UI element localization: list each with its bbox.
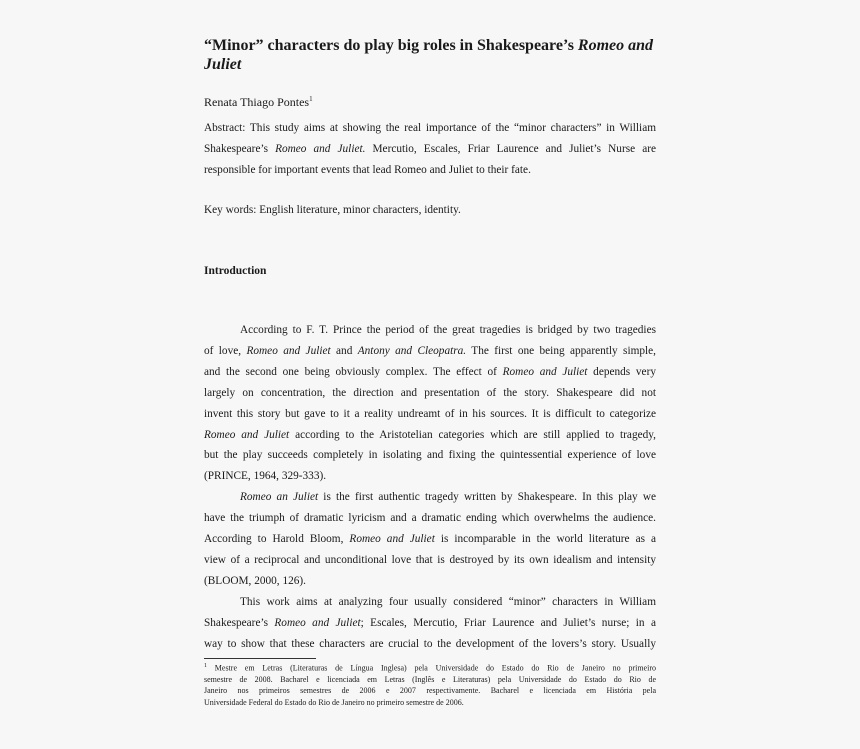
body-text bbox=[204, 320, 656, 655]
body-line bbox=[204, 571, 656, 592]
body-line bbox=[204, 445, 656, 466]
text-run: Romeo and Juliet bbox=[246, 344, 331, 357]
footnote-line bbox=[204, 685, 656, 696]
text-run: semestre de 2008. Bacharel e licenciada em Letras (Inglês e Literaturas) pela Universidade do Estado do Rio de bbox=[204, 674, 656, 684]
footnote-line bbox=[204, 674, 656, 685]
text-run: Shakespeare’s bbox=[204, 143, 276, 155]
body-line bbox=[204, 362, 656, 383]
text-run: largely on concentration, the direction and presentation of the story. Shakespeare did not bbox=[204, 386, 656, 399]
text-run: depends very bbox=[587, 365, 656, 378]
section-heading: Introduction bbox=[204, 265, 267, 277]
body-line bbox=[204, 550, 656, 571]
text-run: Romeo and Juliet bbox=[204, 428, 290, 441]
footnote-line bbox=[204, 661, 656, 674]
text-run: Romeo an Juliet bbox=[240, 491, 319, 504]
text-run: and bbox=[330, 344, 358, 357]
text-run: according to the Aristotelian categories which are still applied to tragedy, bbox=[289, 428, 656, 441]
body-line bbox=[204, 592, 656, 613]
text-run: Janeiro nos primeiros semestres de 2006 e 2007 respectivamente. Bacharel e licenciada em História pela bbox=[204, 686, 656, 696]
text-run: Mercutio, Escales, Friar Laurence and Juliet’s Nurse are bbox=[365, 143, 656, 155]
text-run: This work aims at analyzing four usually considered “minor” characters in William bbox=[240, 595, 656, 608]
text-run: Shakespeare’s bbox=[204, 616, 275, 629]
text-run: is incomparable in the world literature as a bbox=[434, 533, 656, 546]
text-run: Universidade Federal do Estado do Rio de Janeiro no primeiro semestre de 2006. bbox=[204, 697, 464, 707]
body-line bbox=[204, 320, 656, 341]
text-run: way to show that these characters are crucial to the development of the lovers’s story. Usually bbox=[204, 637, 656, 650]
body-line bbox=[204, 341, 656, 362]
title-text: “Minor” characters do play big roles in Shakespeare’s bbox=[204, 37, 578, 54]
body-line bbox=[204, 634, 656, 655]
footnote bbox=[204, 661, 656, 708]
text-run: According to Harold Bloom, bbox=[204, 533, 350, 546]
text-run: Mestre em Letras (Literaturas de Língua Inglesa) pela Universidade do Estado do Rio de Janeiro no primeiro bbox=[207, 663, 656, 673]
text-run: is the first authentic tragedy written by Shakespeare. In this play we bbox=[318, 491, 656, 504]
text-run: but the play succeeds completely in isolating and fixing the quintessential experience of love bbox=[204, 449, 656, 462]
body-line bbox=[204, 383, 656, 404]
body-line bbox=[204, 613, 656, 634]
footnote-line bbox=[204, 697, 656, 708]
keywords: Key words: English literature, minor characters, identity. bbox=[204, 204, 461, 216]
author-footnote-mark: 1 bbox=[309, 95, 313, 103]
text-run: Romeo and Juliet bbox=[274, 616, 361, 629]
body-line bbox=[204, 466, 656, 487]
text-run: According to F. T. Prince the period of the great tragedies is bridged by two tragedies bbox=[240, 324, 656, 336]
footnote-mark: 1 bbox=[204, 663, 207, 669]
body-line bbox=[204, 404, 656, 425]
text-run: view of a reciprocal and unconditional love that is destroyed by its own idealism and intensity bbox=[204, 553, 656, 566]
body-line bbox=[204, 508, 656, 529]
text-run: Romeo and Juliet bbox=[349, 533, 435, 546]
text-run: Abstract: This study aims at showing the real importance of the “minor characters” in William bbox=[204, 122, 656, 134]
text-run: of love, bbox=[204, 344, 247, 357]
title-italic-1: Romeo and bbox=[577, 37, 654, 54]
text-run: Romeo and Juliet. bbox=[275, 143, 366, 155]
text-run: Romeo and Juliet bbox=[502, 365, 588, 378]
text-run: ; Escales, Mercutio, Friar Laurence and Juliet’s nurse; in a bbox=[360, 616, 656, 629]
body-line bbox=[204, 425, 656, 446]
abstract bbox=[204, 118, 656, 181]
title-italic-2: Juliet bbox=[204, 56, 242, 73]
abstract-line bbox=[204, 160, 656, 181]
text-run: responsible for important events that lead Romeo and Juliet to their fate. bbox=[204, 164, 531, 176]
abstract-line bbox=[204, 139, 656, 160]
text-run: (PRINCE, 1964, 329-333). bbox=[204, 470, 327, 483]
paragraph bbox=[204, 320, 656, 487]
text-run: (BLOOM, 2000, 126). bbox=[204, 574, 306, 587]
text-run: Antony and Cleopatra. bbox=[357, 344, 467, 357]
text-run: and the second one being obviously complex. The effect of bbox=[204, 365, 503, 378]
body-line bbox=[204, 487, 656, 508]
paragraph bbox=[204, 487, 656, 592]
author-name: Renata Thiago Pontes bbox=[204, 95, 310, 109]
abstract-line bbox=[204, 118, 656, 139]
footnote-divider bbox=[204, 658, 316, 659]
body-line bbox=[204, 529, 656, 550]
paragraph bbox=[204, 592, 656, 655]
text-run: invent this story but gave to it a reality undreamt of in his sources. It is difficult to categorize bbox=[204, 407, 656, 420]
text-run: have the triumph of dramatic lyricism and a dramatic ending which overwhelms the audience. bbox=[204, 512, 656, 525]
paper-title bbox=[204, 36, 674, 74]
text-run: The first one being apparently simple, bbox=[466, 344, 657, 357]
author-line bbox=[204, 92, 313, 109]
